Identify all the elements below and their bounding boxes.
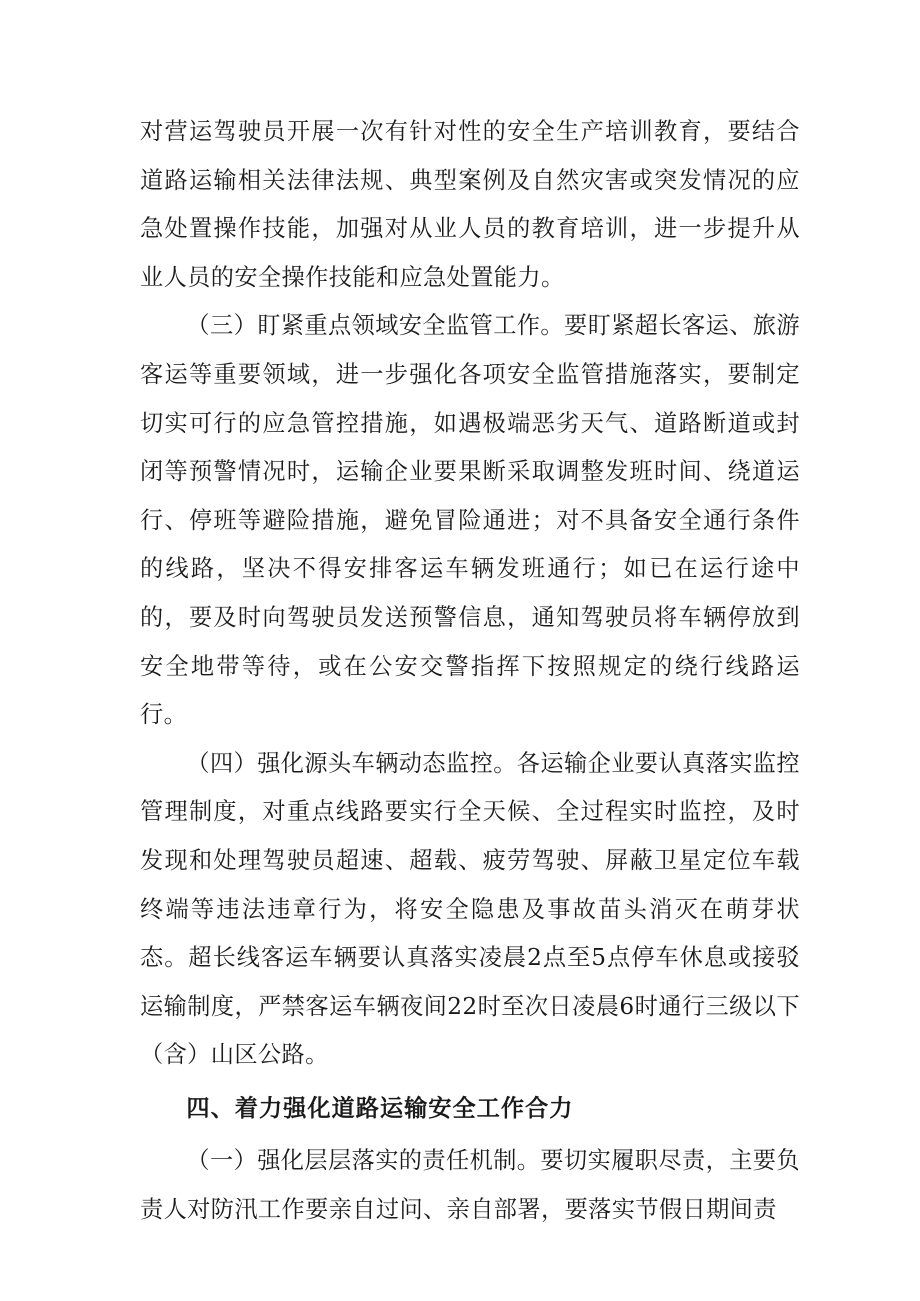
paragraph-vehicle-monitoring: （四）强化源头车辆动态监控。各运输企业要认真落实监控管理制度，对重点线路要实行全天候、全过程实时监控，及时发现和处理驾驶员超速、超载、疲劳驾驶、屏蔽卫星定位车载终端等违法违章行为，将安全隐患及事故苗头消灭在萌芽状态。超长线客运车辆要认真落实凌晨2点至5点停车休息或接驳运输制度，严禁客运车辆夜间22时至次日凌晨6时通行三级以下（含）山区公路。 bbox=[140, 749, 800, 1069]
document-page bbox=[140, 108, 800, 1235]
paragraph-key-areas-supervision: （三）盯紧重点领域安全监管工作。要盯紧超长客运、旅游客运等重要领域，进一步强化各项安全监管措施落实，要制定切实可行的应急管控措施，如遇极端恶劣天气、道路断道或封闭等预警情况时，运输企业要果断采取调整发班时间、绕道运行、停班等避险措施，避免冒险通进；对不具备安全通行条件的线路，坚决不得安排客运车辆发班通行；如已在运行途中的，要及时向驾驶员发送预警信息，通知驾驶员将车辆停放到安全地带等待，或在公安交警指挥下按照规定的绕行线路运行。 bbox=[140, 312, 800, 729]
section-heading: 四、着力强化道路运输安全工作合力 bbox=[186, 1094, 574, 1122]
paragraph-responsibility-mechanism: （一）强化层层落实的责任机制。要切实履职尽责，主要负责人对防汛工作要亲自过问、亲自部署，要落实节假日期间责 bbox=[140, 1147, 800, 1224]
paragraph-driver-training: 对营运驾驶员开展一次有针对性的安全生产培训教育，要结合道路运输相关法律法规、典型案例及自然灾害或突发情况的应急处置操作技能，加强对从业人员的教育培训，进一步提升从业人员的安全操作技能和应急处置能力。 bbox=[140, 118, 800, 291]
